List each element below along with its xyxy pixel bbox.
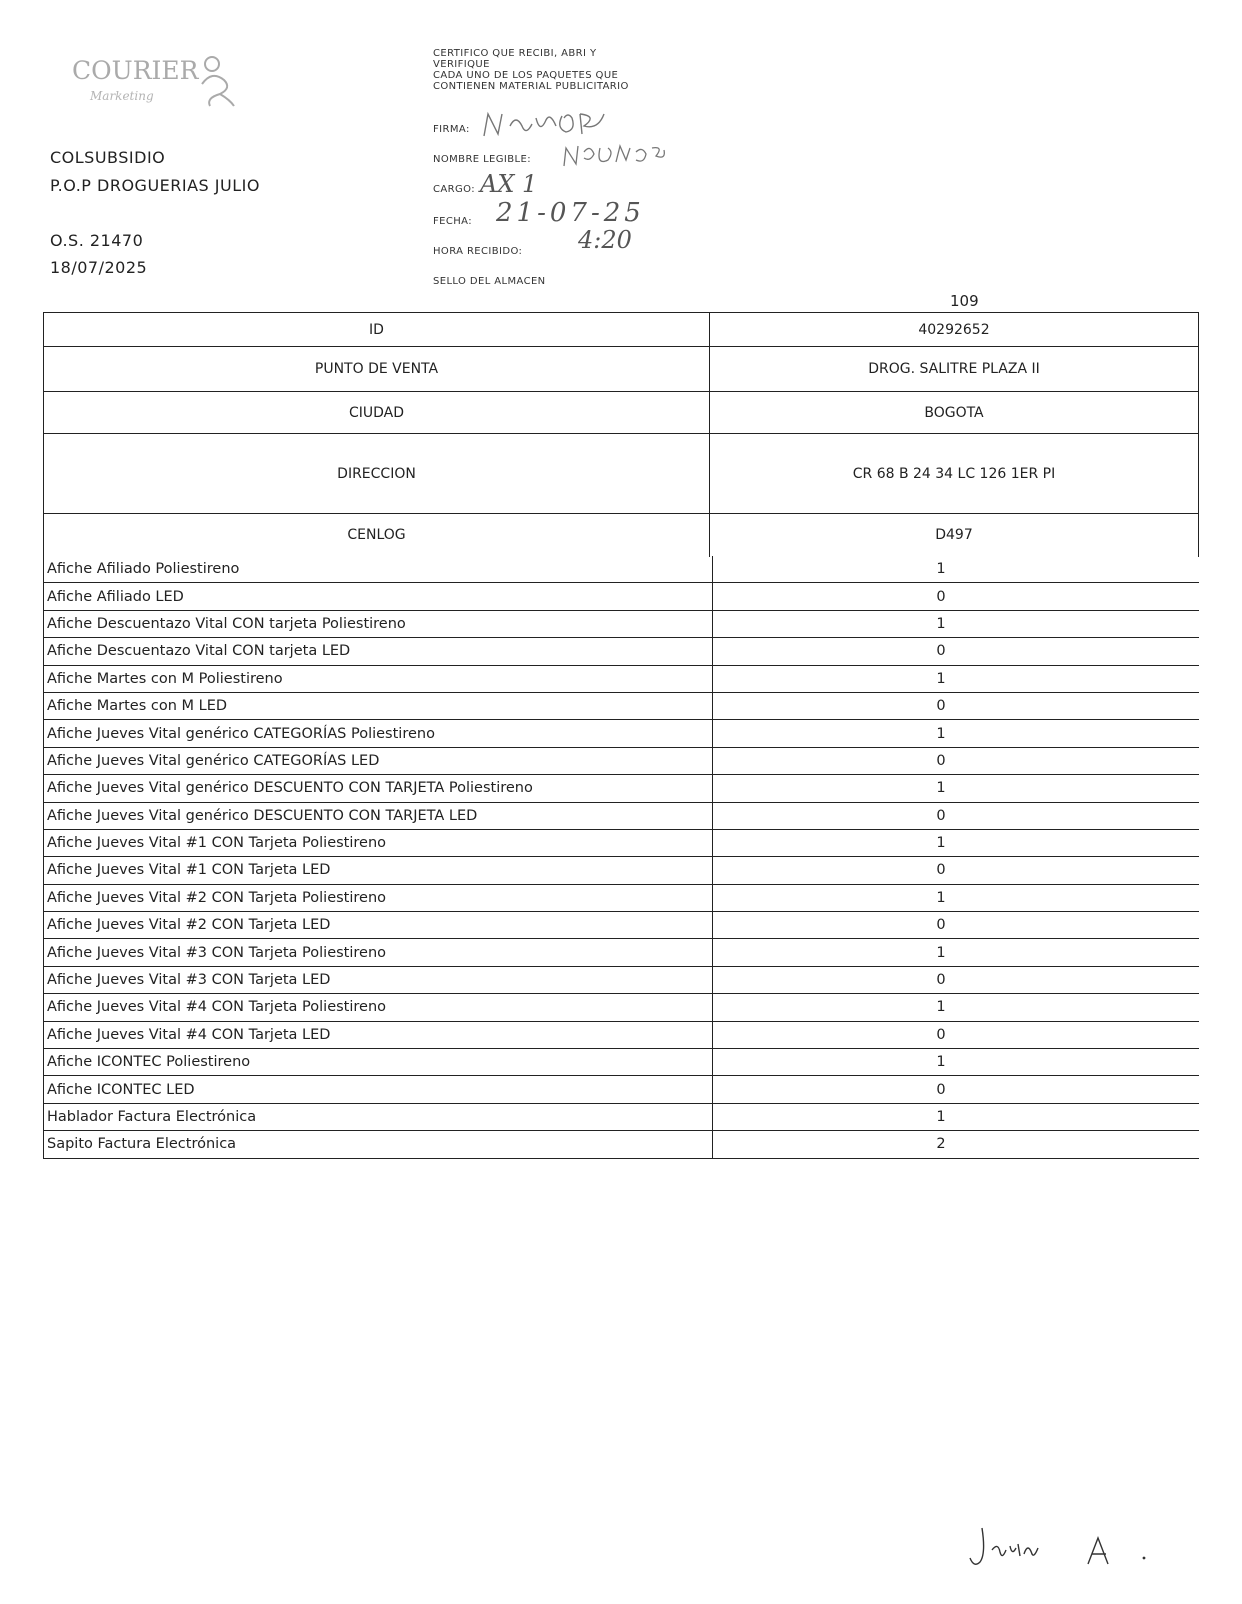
- table-row: [44, 1021, 1200, 1048]
- table-row: [44, 1076, 1200, 1103]
- info-value: DROG. SALITRE PLAZA II: [710, 347, 1199, 392]
- bottom-signature-icon: [968, 1524, 1168, 1574]
- items-table: [43, 556, 1199, 1159]
- hora-label: HORA RECIBIDO:: [433, 246, 523, 257]
- nombre-label: NOMBRE LEGIBLE:: [433, 154, 531, 165]
- info-label: PUNTO DE VENTA: [44, 347, 710, 392]
- table-row: [44, 966, 1200, 993]
- company-name: COLSUBSIDIO: [50, 148, 166, 167]
- item-name: Afiche Jueves Vital genérico DESCUENTO CON TARJETA Poliestireno: [44, 775, 713, 802]
- item-name: Afiche Martes con M LED: [44, 692, 713, 719]
- item-name: Afiche ICONTEC Poliestireno: [44, 1049, 713, 1076]
- item-name: Afiche Jueves Vital #3 CON Tarjeta Poliestireno: [44, 939, 713, 966]
- table-row: [44, 775, 1200, 802]
- item-qty: 0: [713, 1076, 1200, 1103]
- table-row: [44, 720, 1200, 747]
- item-name: Afiche Descuentazo Vital CON tarjeta Poliestireno: [44, 610, 713, 637]
- item-qty: 0: [713, 1021, 1200, 1048]
- cargo-label: CARGO:: [433, 184, 475, 195]
- table-row: [44, 347, 1199, 392]
- table-row: [44, 802, 1200, 829]
- table-row: [44, 514, 1199, 557]
- table-row: [44, 692, 1200, 719]
- item-name: Afiche Afiliado LED: [44, 583, 713, 610]
- table-row: [44, 434, 1199, 514]
- item-name: Afiche Afiliado Poliestireno: [44, 556, 713, 583]
- item-name: Afiche Jueves Vital #4 CON Tarjeta Poliestireno: [44, 994, 713, 1021]
- item-name: Afiche Jueves Vital genérico CATEGORÍAS LED: [44, 747, 713, 774]
- item-name: Afiche Jueves Vital #2 CON Tarjeta LED: [44, 912, 713, 939]
- item-qty: 0: [713, 912, 1200, 939]
- certify-line: CERTIFICO QUE RECIBI, ABRI Y: [433, 48, 597, 59]
- info-label: CIUDAD: [44, 392, 710, 434]
- item-name: Afiche Jueves Vital #1 CON Tarjeta Poliestireno: [44, 829, 713, 856]
- item-qty: 0: [713, 692, 1200, 719]
- info-label: DIRECCION: [44, 434, 710, 514]
- courier-logo: [70, 52, 245, 118]
- info-value: BOGOTA: [710, 392, 1199, 434]
- item-qty: 0: [713, 638, 1200, 665]
- table-row: [44, 939, 1200, 966]
- item-qty: 1: [713, 556, 1200, 583]
- certify-line: CADA UNO DE LOS PAQUETES QUE: [433, 70, 619, 81]
- item-name: Afiche Jueves Vital #2 CON Tarjeta Poliestireno: [44, 884, 713, 911]
- item-name: Afiche Jueves Vital #4 CON Tarjeta LED: [44, 1021, 713, 1048]
- table-row: [44, 638, 1200, 665]
- item-qty: 0: [713, 857, 1200, 884]
- sheet-number: 109: [950, 292, 979, 310]
- item-name: Afiche ICONTEC LED: [44, 1076, 713, 1103]
- item-name: Afiche Jueves Vital genérico DESCUENTO CON TARJETA LED: [44, 802, 713, 829]
- info-label: ID: [44, 313, 710, 347]
- logo-tagline: Marketing: [90, 89, 154, 103]
- sello-label: SELLO DEL ALMACEN: [433, 276, 546, 287]
- fecha-value: 21-07-25: [496, 198, 645, 228]
- table-row: [44, 313, 1199, 347]
- item-qty: 1: [713, 939, 1200, 966]
- table-row: [44, 583, 1200, 610]
- firma-signature-icon: [480, 108, 610, 142]
- table-row: [44, 1049, 1200, 1076]
- table-row: [44, 665, 1200, 692]
- info-value: D497: [710, 514, 1199, 557]
- table-row: [44, 884, 1200, 911]
- item-qty: 0: [713, 583, 1200, 610]
- table-row: [44, 829, 1200, 856]
- info-table: [43, 312, 1199, 557]
- item-qty: 1: [713, 1103, 1200, 1130]
- table-row: [44, 1103, 1200, 1130]
- certify-line: VERIFIQUE: [433, 59, 490, 70]
- item-qty: 1: [713, 884, 1200, 911]
- item-qty: 1: [713, 994, 1200, 1021]
- item-qty: 0: [713, 802, 1200, 829]
- info-value: CR 68 B 24 34 LC 126 1ER PI: [710, 434, 1199, 514]
- order-number: O.S. 21470: [50, 231, 144, 250]
- table-row: [44, 747, 1200, 774]
- certify-line: CONTIENEN MATERIAL PUBLICITARIO: [433, 81, 629, 92]
- item-name: Afiche Descuentazo Vital CON tarjeta LED: [44, 638, 713, 665]
- logo-brand: COURIER: [72, 56, 199, 85]
- reception-stamp: [433, 48, 753, 92]
- item-name: Afiche Jueves Vital #3 CON Tarjeta LED: [44, 966, 713, 993]
- table-row: [44, 610, 1200, 637]
- item-qty: 1: [713, 665, 1200, 692]
- item-qty: 0: [713, 966, 1200, 993]
- table-row: [44, 994, 1200, 1021]
- firma-label: FIRMA:: [433, 124, 470, 135]
- item-qty: 1: [713, 610, 1200, 637]
- item-name: Afiche Jueves Vital #1 CON Tarjeta LED: [44, 857, 713, 884]
- item-qty: 1: [713, 829, 1200, 856]
- item-qty: 0: [713, 747, 1200, 774]
- table-row: [44, 1131, 1200, 1158]
- table-row: [44, 392, 1199, 434]
- item-qty: 2: [713, 1131, 1200, 1158]
- hora-value: 4:20: [578, 226, 632, 254]
- table-row: [44, 556, 1200, 583]
- item-name: Hablador Factura Electrónica: [44, 1103, 713, 1130]
- info-value: 40292652: [710, 313, 1199, 347]
- item-name: Afiche Jueves Vital genérico CATEGORÍAS Poliestireno: [44, 720, 713, 747]
- fecha-label: FECHA:: [433, 216, 473, 227]
- nombre-signature-icon: [560, 142, 670, 170]
- logo-figure-icon: [198, 54, 238, 110]
- campaign-name: P.O.P DROGUERIAS JULIO: [50, 176, 260, 195]
- order-date: 18/07/2025: [50, 258, 148, 277]
- item-name: Afiche Martes con M Poliestireno: [44, 665, 713, 692]
- item-qty: 1: [713, 720, 1200, 747]
- item-qty: 1: [713, 1049, 1200, 1076]
- item-name: Sapito Factura Electrónica: [44, 1131, 713, 1158]
- item-qty: 1: [713, 775, 1200, 802]
- table-row: [44, 857, 1200, 884]
- info-label: CENLOG: [44, 514, 710, 557]
- cargo-value: AX 1: [480, 170, 538, 198]
- table-row: [44, 912, 1200, 939]
